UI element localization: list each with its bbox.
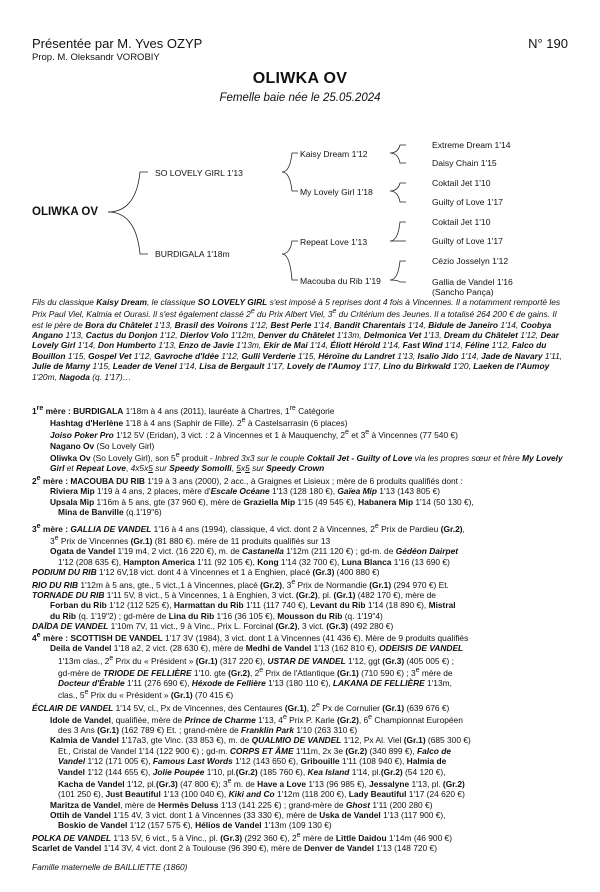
- pedigree-g6: Guilty of Love 1'17: [432, 236, 503, 246]
- horse-description: Femelle baie née le 25.05.2024: [219, 92, 381, 104]
- pedigree-g1: Extreme Dream 1'14: [432, 140, 511, 150]
- pedigree-dam: BURDIGALA 1'18m: [155, 249, 230, 259]
- pedigree-dam-sire: Repeat Love 1'13: [300, 237, 368, 247]
- presenter: Présentée par M. Yves OZYP: [32, 36, 203, 51]
- lot-number: N° 190: [528, 36, 568, 51]
- pedigree-dam-dam: Macouba du Rib 1'19: [300, 276, 381, 286]
- pedigree-sire-dam: My Lovely Girl 1'18: [300, 187, 373, 197]
- first-dam-section: 1re mère : BURDIGALA 1'18m à 4 ans (2011), lauréate à Chartres, 1re Catégorie Hashtag d'Herlène 1'18 à 4 ans (Saphir de Fille). 2e à Castelsarrasin (6 places) Joiso Poker Pro 1'12 5V (Eridan), 3 vict. : 2 à Vincennes et 1 à Mauquenchy, 2e et 3e à Vincennes (77 540 €) Nagano Ov (So Lovely Girl) Oliwka Ov (So Lovely Girl), son 5e produit - Inbred 3x3 sur le couple Coktail Jet - Guilty of Love via les propres sœur et frère My Lovely Girl et Repeat Love, 4x5x5 sur Speedy Somolli, 5x5 sur Speedy Crown: [32, 405, 563, 474]
- maternal-family: Famille maternelle de BAILLIETTE (1860): [32, 862, 188, 872]
- proprietor: Prop. M. Oleksandr VOROBIY: [32, 52, 160, 63]
- pedigree-g4: Guilty of Love 1'17: [432, 197, 503, 207]
- pedigree-g2: Daisy Chain 1'15: [432, 158, 497, 168]
- fourth-dam-section: 4e mère : SCOTTISH DE VANDEL 1'17 3V (1984), 3 vict. dont 1 à Vincennes (41 436 €). Mère de 9 produits qualifiés Deila de Vandel 1'18 a2, 2 vict. (28 630 €), mère de Medhi de Vandel 1'13 (162 810 €), ODEISIS DE VANDEL 1'13m clas., 2e Prix du « Président » (Gr.1) (317 220 €), USTAR DE VANDEL 1'12, ggt (Gr.3) (405 005 €) ; gd-mère de TRIODE DE FELLIÈRE 1'10. gte (Gr.2), 2e Prix de l'Atlantique (Gr.1) (710 590 €) ; 3e mère de Docteur d'Érable 1'11 (276 690 €), Héxode de Fellière 1'13 (180 110 €), LAKANA DE FELLIÈRE 1'13m, clas., 5e Prix du « Président » (Gr.1) (70 415 €) ÉCLAIR DE VANDEL 1'14 5V, cl., Px de Vincennes, des Centaures (Gr.1), 2e Px de Cornulier (Gr.1) (639 676 €) Idole de Vandel, qualifiée, mère de Prince de Charme 1'13, 4e Prix P. Karle (Gr.2), 6e Championnat Européen des 3 Ans (Gr.1) (162 789 €) Et. ; grand-mère de Franklin Park 1'10 (263 310 €) Kalmia de Vandel 1'17a3, gte Vinc. (33 853 €), m. de QUALMIO DE VANDEL 1'12, Px Al. Viel (Gr.1) (685 300 €) Et., Cristal de Vandel 1'14 (122 900 €) ; gd-m. CORPS ET ÂME 1'11m, 2x 3e (Gr.2) (340 899 €), Falco de Vandel 1'12 (171 005 €), Famous Last Words 1'12 (143 650 €), Gribouille 1'11 (108 940 €), Halmia de Vandel 1'12 (144 655 €), Jolie Poupée 1'10, pl.(Gr.2) (185 760 €), Kea Island 1'14, pl.(Gr.2) (54 120 €), Kacha de Vandel 1'12, pl.(Gr.3) (47 800 €); 3e m. de Have a Love 1'13 (96 985 €), Jessalyne 1'13, pl. (Gr.2) (101 250 €), Just Beautiful 1'13 (100 040 €), Kiki and Co 1'12m (118 200 €), Lady Beautiful 1'17 (24 620 €) Maritza de Vandel, mère de Hermès Deluss 1'13 (141 225 €) ; grand-mère de Ghost 1'11 (200 280 €) Ottih de Vandel 1'15 4V, 3 vict. dont 1 à Vincennes (33 330 €), mère de Uska de Vandel 1'13 (117 900 €), Boskio de Vandel 1'12 (157 575 €), Hélios de Vandel 1'13m (109 130 €) POLKA DE VANDEL 1'13 5V, 6 vict., 5 à Vinc., pl. (Gr.3) (292 360 €), 2e mère de Little Daidou 1'14m (46 900 €) Scarlet de Vandel 1'14 3V, 4 vict. dont 2 à Toulouse (96 390 €), mère de Denver de Vandel 1'13 (148 720 €): [32, 632, 471, 854]
- pedigree-sire-sire: Kaisy Dream 1'12: [300, 149, 368, 159]
- third-dam-section: 3e mère : GALLIA DE VANDEL 1'16 à 4 ans (1994), classique, 4 vict. dont 2 à Vincennes, 2e Prix de Pardieu (Gr.2), 3e Prix de Vincennes (Gr.1) (81 880 €). mère de 11 produits qualifiés sur 13 Ogata de Vandel 1'19 m4, 2 vict. (16 220 €), m. de Castanella 1'12m (211 120 €) ; gd-m. de Gédéon Dairpet 1'12 (208 635 €), Hampton America 1'11 (92 105 €), Kong 1'14 (32 700 €), Luna Blanca 1'16 (13 690 €) PODIUM DU RIB 1'12 6V,18 vict. dont 4 à Vincennes et 1 à Enghien, placé (Gr.3) (400 880 €) RIO DU RIB 1'12m à 5 ans, gte., 5 vict.,1 à Vincennes, placé (Gr.2), 3e Prix de Normandie (Gr.1) (294 970 €) Et. TORNADE DU RIB 1'11 5V, 8 vict., 5 à Vincennes, 1 à Enghien, 3 vict. (Gr.2), pl. (Gr.1) (482 170 €), mère de Forban du Rib 1'12 (112 525 €), Harmattan du Rib 1'11 (117 740 €), Levant du Rib 1'14 (18 890 €), Mistral du Rib (q. 1'19"2) ; gd-mère de Lina du Rib 1'16 (36 105 €), Mousson du Rib (q. 1'19"4) DAÏDA DE VANDEL 1'10m 7V, 11 vict., 9 à Vinc., Prix L. Forcinal (Gr.2), 3 vict. (Gr.3) (492 280 €): [32, 523, 465, 632]
- horse-name: OLIWKA OV: [252, 70, 348, 87]
- pedigree-subject: OLIWKA OV: [32, 206, 99, 218]
- pedigree-g5: Coktail Jet 1'10: [432, 217, 491, 227]
- pedigree-g7: Cézio Josselyn 1'12: [432, 256, 509, 266]
- second-dam-section: 2e mère : MACOUBA DU RIB 1'19 à 3 ans (2000), 2 acc., à Graignes et Lisieux ; mère de 6 produits qualifiés dont : Riviera Mip 1'19 à 4 ans, 2 places, mère d'Escale Océane 1'13 (128 180 €), Gaïea Mip 1'13 (143 805 €) Upsala Mip 1'16m à 5 ans, gte (37 960 €), mère de Graziella Mip 1'15 (49 545 €), Habanera Mip 1'14 (50 130 €), Mina de Banville (q.1'19"6): [32, 475, 474, 518]
- pedigree-sire: SO LOVELY GIRL 1'13: [155, 168, 243, 178]
- pedigree-g3: Coktail Jet 1'10: [432, 178, 491, 188]
- intro-paragraph: Fils du classique Kaisy Dream, le classique SO LOVELY GIRL s'est imposé à 5 reprises dont 4 fois à Vincennes. Il a notamment remporté les Prix Paul Viel, Kalmia et Ourasi. Il s'est également classé 2e du Prix Albert Viel, 3e du Critérium des Jeunes. Il a totalisé 264 200 € de gains. Il est le père de Bora du Châtelet 1'13, Brasil des Voirons 1'12, Best Perle 1'14, Bandit Charentais 1'14, Bidule de Janeiro 1'14, Coobya Angano 1'13, Cactus du Donjon 1'12, Dierlov Volo 1'12m, Denver du Châtelet 1'13m, Delmonica Vet 1'13, Dream du Châtelet 1'12, Dear Lovely Girl 1'14, Don Humberto 1'13, Enzo de Javie 1'13m, Ekir de Mai 1'14, Éliott Hérold 1'14, Fast Wind 1'14, Féline 1'12, Falco du Bouillon 1'15, Gospel Vet 1'12, Gavroche d'Idée 1'12, Gulli Verderie 1'15, Héroïne du Landret 1'13, Isalio Jido 1'14, Jade de Navary 1'11, Julie de Marny 1'15, Leader de Venel 1'14, Lisa de Bergault 1'17, Lovely de l'Aumoy 1'17, Lino du Birkwald 1'20, Laeken de l'Aumoy 1'20m, Nagoda (q. 1'17)…: [32, 297, 563, 382]
- pedigree-g8: Gallia de Vandel 1'16 (Sancho Pança): [432, 277, 513, 297]
